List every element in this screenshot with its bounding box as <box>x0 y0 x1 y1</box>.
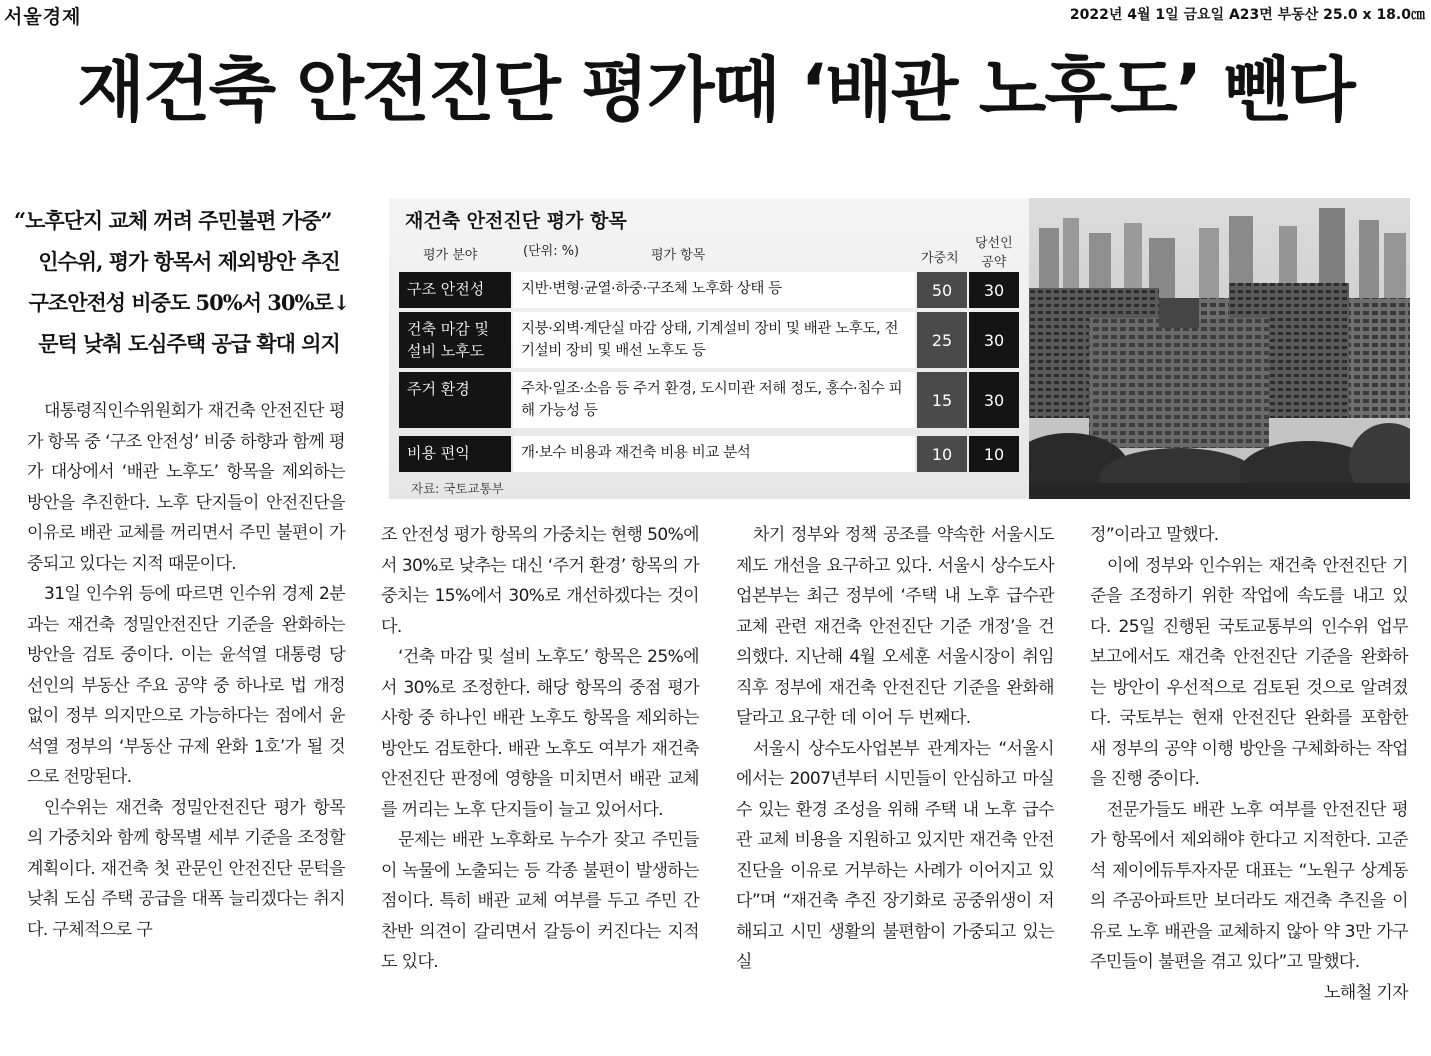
row-weight: 50 <box>917 272 967 308</box>
masthead: 서울경제 <box>4 6 82 28</box>
paragraph-text: 전문가들도 배관 노후 여부를 안전진단 평가 항목에서 제외해야 한다고 지적한다. 고준석 제이에듀투자자문 대표는 “노원구 상계동의 주공아파트만 보더라도 재건축 추진을 이유로 노후 배관을 교체하지 않아 약 3만 가구 주민들이 불편을 겪고 있다”고 말했다. <box>1090 799 1408 972</box>
row-weight: 25 <box>917 312 967 368</box>
article-column-4 <box>1090 520 1408 1008</box>
subhead-2: 인수위, 평가 항목서 제외방안 추진 <box>38 249 340 274</box>
paragraph: 조 안전성 평가 항목의 가중치는 현행 50%에서 30%로 낮추는 대신 ‘주거 환경’ 항목의 가중치는 15%에서 30%로 개선하겠다는 것이다. <box>381 525 699 637</box>
row-category: 비용 편익 <box>399 436 511 472</box>
paragraph: 정”이라고 말했다. <box>1090 525 1219 545</box>
row-category: 구조 안전성 <box>399 272 511 308</box>
row-pledge: 30 <box>969 272 1019 308</box>
table-row <box>399 312 1019 368</box>
table-title: 재건축 안전진단 평가 항목 <box>405 210 627 232</box>
paragraph: 대통령직인수위원회가 재건축 안전진단 평가 항목 중 ‘구조 안전성’ 비중 하향과 함께 평가 대상에서 ‘배관 노후도’ 항목을 제외하는 방안을 추진한다. 노후 단지들이 안전진단을 이유로 배관 교체를 꺼리면서 주민 불편이 가중되고 있다는 지적 때문이다. <box>27 401 345 574</box>
subheads <box>14 200 364 364</box>
header-weight: 가중치 <box>921 251 959 266</box>
table-source: 자료: 국토교통부 <box>411 481 504 496</box>
article-column-2 <box>381 520 699 978</box>
paragraph: 인수위는 재건축 정밀안전진단 평가 항목의 가중치와 함께 항목별 세부 기준을 조정할 계획이다. 재건축 첫 관문인 안전진단 문턱을 낮춰 도심 주택 공급을 대폭 늘리겠다는 취지다. 구체적으로 구 <box>27 797 345 940</box>
paragraph: 이에 정부와 인수위는 재건축 안전진단 기준을 조정하기 위한 작업에 속도를 내고 있다. 25일 진행된 국토교통부의 인수위 업무 보고에서도 재건축 안전진단 기준을 완화하는 방안이 우선적으로 검토된 것으로 알려졌다. 국토부는 현재 안전진단 완화를 포함한 새 정부의 공약 이행 방안을 구체화하는 작업을 진행 중이다. <box>1090 555 1408 789</box>
evaluation-table <box>389 198 1039 499</box>
row-description: 지붕·외벽·계단실 마감 상태, 기계설비 장비 및 배관 노후도, 전기설비 장비 및 배선 노후도 등 <box>513 312 915 368</box>
row-description: 주차·일조·소음 등 주거 환경, 도시미관 저해 정도, 홍수·침수 피해 가능성 등 <box>513 372 915 428</box>
paragraph: 문제는 배관 노후화로 누수가 잦고 주민들이 녹물에 노출되는 등 각종 불편이 발생하는 점이다. 특히 배관 교체 여부를 두고 주민 간 찬반 의견이 갈리면서 갈등이 커진다는 지적도 있다. <box>381 830 699 972</box>
row-weight: 10 <box>917 436 967 472</box>
subhead-3: 구조안전성 비중도 50%서 30%로↓ <box>28 290 350 315</box>
apartment-photo <box>1029 198 1410 499</box>
table-row <box>399 436 1019 472</box>
header-pledge-line2: 공약 <box>981 255 1007 270</box>
row-pledge: 30 <box>969 312 1019 368</box>
row-pledge: 10 <box>969 436 1019 472</box>
headline: 재건축 안전진단 평가때 ‘배관 노후도’ 뺀다 <box>77 49 1354 131</box>
article-column-3 <box>736 520 1054 978</box>
table-row <box>399 372 1019 428</box>
table-row <box>399 272 1019 308</box>
row-pledge: 30 <box>969 372 1019 428</box>
row-category: 건축 마감 및 설비 노후도 <box>399 312 511 368</box>
header-field: 평가 분야 <box>423 248 478 263</box>
article-column-1 <box>27 396 345 945</box>
byline: 노해철 기자 <box>1324 982 1408 1003</box>
issue-info: 2022년 4월 1일 금요일 A23면 부동산 25.0 x 18.0㎝ <box>1069 7 1425 23</box>
row-description: 지반·변형·균열·하중·구조체 노후화 상태 등 <box>513 272 915 308</box>
paragraph: ‘건축 마감 및 설비 노후도’ 항목은 25%에서 30%로 조정한다. 해당 항목의 중점 평가 사항 중 하나인 배관 노후도 항목을 제외하는 방안도 검토한다. 배관 노후도 여부가 재건축 안전진단 판정에 영향을 미치면서 배관 교체를 꺼리는 노후 단지들이 늘고 있어서다. <box>381 647 699 820</box>
header-pledge <box>975 232 1013 270</box>
paragraph: 서울시 상수도사업본부 관계자는 “서울시에서는 2007년부터 시민들이 안심하고 마실 수 있는 환경 조성을 위해 주택 내 노후 급수관 교체 비용을 지원하고 있지만 재건축 안전진단을 이유로 거부하는 사례가 이어지고 있다”며 “재건축 추진 장기화로 공중위생이 저해되고 시민 생활의 불편함이 가중되고 있는 실 <box>736 738 1054 972</box>
row-category: 주거 환경 <box>399 372 511 428</box>
subhead-1: “노후단지 교체 꺼려 주민불편 가중” <box>14 208 332 233</box>
paragraph: 31일 인수위 등에 따르면 인수위 경제 2분과는 재건축 정밀안전진단 기준을 완화하는 방안을 검토 중이다. 이는 윤석열 대통령 당선인의 부동산 주요 공약 중 하나로 법 개정 없이 정부 의지만으로 가능하다는 점에서 윤석열 정부의 ‘부동산 규제 완화 1호’가 될 것으로 전망된다. <box>27 584 345 787</box>
paragraph: 차기 정부와 정책 공조를 약속한 서울시도 제도 개선을 요구하고 있다. 서울시 상수도사업본부는 최근 정부에 ‘주택 내 노후 급수관 교체 관련 재건축 안전진단 기준 개정’을 건의했다. 지난해 4월 오세훈 서울시장이 취임 직후 정부에 재건축 안전진단 기준을 완화해달라고 요구한 데 이어 두 번째다. <box>736 525 1054 728</box>
subhead-4: 문턱 낮춰 도심주택 공급 확대 의지 <box>38 331 340 356</box>
row-weight: 15 <box>917 372 967 428</box>
paragraph <box>1090 795 1408 1003</box>
header-items: 평가 항목 <box>651 248 706 263</box>
row-description: 개·보수 비용과 재건축 비용 비교 분석 <box>513 436 915 472</box>
header-pledge-line1: 당선인 <box>975 236 1013 251</box>
header-unit: (단위: %) <box>523 244 580 259</box>
infographic <box>389 198 1410 499</box>
